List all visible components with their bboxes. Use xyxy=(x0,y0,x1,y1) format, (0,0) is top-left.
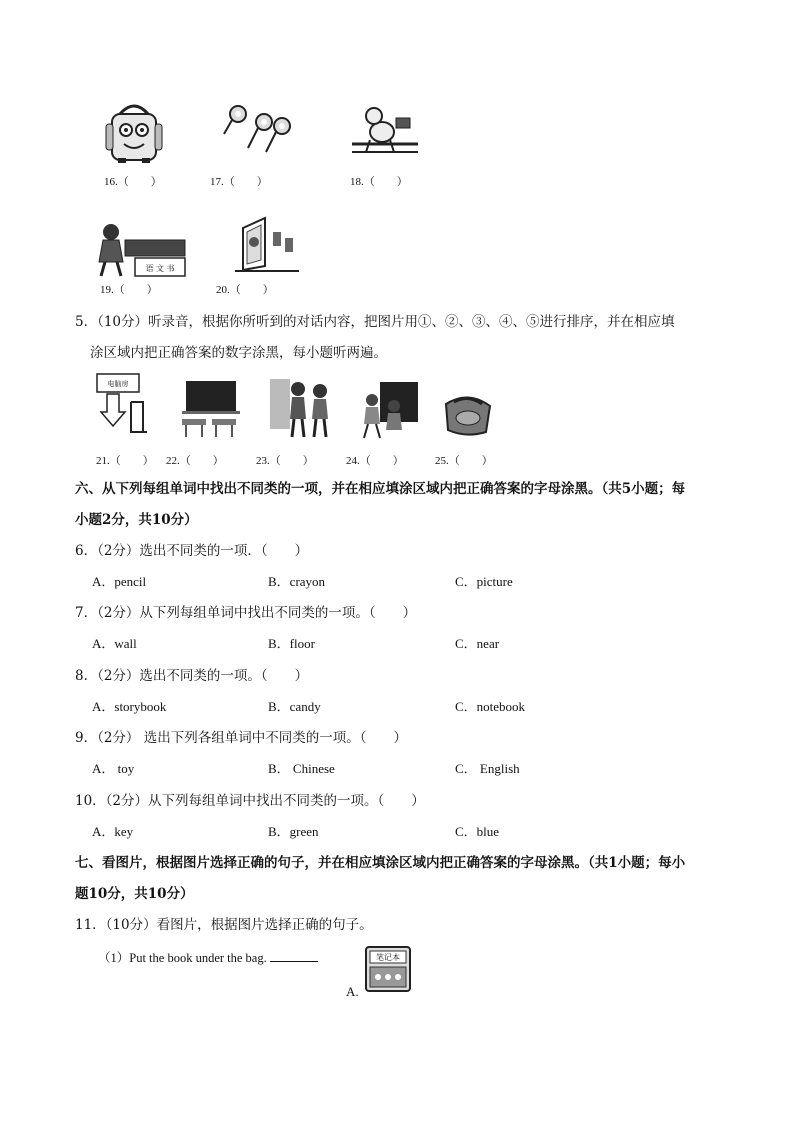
cat-on-wall-icon xyxy=(350,100,420,165)
picture-17 xyxy=(220,100,295,165)
boy-with-box-icon xyxy=(95,222,190,277)
svg-text:语 文 书: 语 文 书 xyxy=(145,264,175,273)
section-7-heading-line2: 题10分，共10分） xyxy=(75,886,194,902)
question-7-option-c[interactable]: C．near xyxy=(455,636,500,651)
question-8-option-a[interactable]: A．storybook xyxy=(92,699,167,714)
picture-label-24: 24.（ ） xyxy=(346,455,404,467)
picture-21 xyxy=(95,372,150,440)
question-7-stem: 7．（2分）从下列每组单词中找出不同类的一项。（ ） xyxy=(75,605,417,621)
computer-sign-door-icon xyxy=(95,372,150,440)
option-a-label[interactable]: A. xyxy=(346,984,359,999)
picture-label-25: 25.（ ） xyxy=(435,455,493,467)
picture-label-16: 16.（ ） xyxy=(104,176,162,188)
students-at-board-icon xyxy=(358,380,420,440)
blackboard-desks-icon xyxy=(178,375,243,440)
svg-text:电脑房: 电脑房 xyxy=(107,380,129,388)
question-11-sub1 xyxy=(98,948,318,966)
keys-icon xyxy=(220,100,295,165)
question-5-line1: 5．（10分）听录音，根据你所听到的对话内容，把图片用①、②、③、④、⑤进行排序，并在相应填 xyxy=(75,314,675,330)
question-9-option-a[interactable]: A． toy xyxy=(92,761,135,776)
answer-blank[interactable] xyxy=(270,949,318,962)
picture-23 xyxy=(268,375,338,440)
picture-frame-icon xyxy=(235,210,300,272)
question-11-stem: 11．（10分）看图片，根据图片选择正确的句子。 xyxy=(75,917,373,933)
question-9-option-b[interactable]: B． Chinese xyxy=(268,761,335,776)
notebook-label: 笔记本 xyxy=(376,953,400,962)
question-6-stem: 6．（2分）选出不同类的一项．（ ） xyxy=(75,543,309,559)
question-8-option-b[interactable]: B．candy xyxy=(268,699,321,714)
question-8-option-c[interactable]: C．notebook xyxy=(455,699,526,714)
picture-label-18: 18.（ ） xyxy=(350,176,408,188)
question-10-option-c[interactable]: C．blue xyxy=(455,824,500,839)
picture-22 xyxy=(178,375,243,440)
picture-label-17: 17.（ ） xyxy=(210,176,268,188)
section-6-heading-line2: 小题2分，共10分） xyxy=(75,512,198,528)
picture-20 xyxy=(235,210,300,272)
question-6-option-a[interactable]: A．pencil xyxy=(92,574,147,589)
question-10-option-a[interactable]: A．key xyxy=(92,824,134,839)
question-7-option-b[interactable]: B．floor xyxy=(268,636,315,651)
picture-label-20: 20.（ ） xyxy=(216,284,274,296)
question-6-option-b[interactable]: B．crayon xyxy=(268,574,326,589)
picture-label-23: 23.（ ） xyxy=(256,455,314,467)
picture-label-21: 21.（ ） xyxy=(96,455,154,467)
option-a-picture xyxy=(362,945,414,993)
question-9-option-c[interactable]: C． English xyxy=(455,761,520,776)
picture-label-19: 19.（ ） xyxy=(100,284,158,296)
two-students-icon xyxy=(268,375,338,440)
picture-label-22: 22.（ ） xyxy=(166,455,224,467)
picture-19 xyxy=(95,222,190,277)
question-11-sub1-text: （1）Put the book under the bag. xyxy=(98,951,267,965)
picture-24 xyxy=(358,380,420,440)
backpack-icon xyxy=(100,100,170,165)
question-6-option-c[interactable]: C．picture xyxy=(455,574,513,589)
picture-25 xyxy=(440,388,495,438)
section-7-heading-line1: 七、看图片，根据图片选择正确的句子，并在相应填涂区域内把正确答案的字母涂黑。（共1小题；每小 xyxy=(75,855,686,871)
question-10-option-b[interactable]: B．green xyxy=(268,824,319,839)
question-8-stem: 8．（2分）选出不同类的一项。（ ） xyxy=(75,668,309,684)
question-10-stem: 10．（2分）从下列每组单词中找出不同类的一项。（ ） xyxy=(75,793,425,809)
notebook-icon xyxy=(362,945,414,993)
section-6-heading-line1: 六、从下列每组单词中找出不同类的一项，并在相应填涂区域内把正确答案的字母涂黑。（共5小题；每 xyxy=(75,481,686,497)
question-7-option-a[interactable]: A．wall xyxy=(92,636,137,651)
schoolbag-icon xyxy=(440,388,495,438)
question-9-stem: 9．（2分） 选出下列各组单词中不同类的一项。（ ） xyxy=(75,730,407,746)
picture-18 xyxy=(350,100,420,165)
picture-16 xyxy=(100,100,170,165)
question-5-line2: 涂区域内把正确答案的数字涂黑，每小题听两遍。 xyxy=(90,345,387,361)
